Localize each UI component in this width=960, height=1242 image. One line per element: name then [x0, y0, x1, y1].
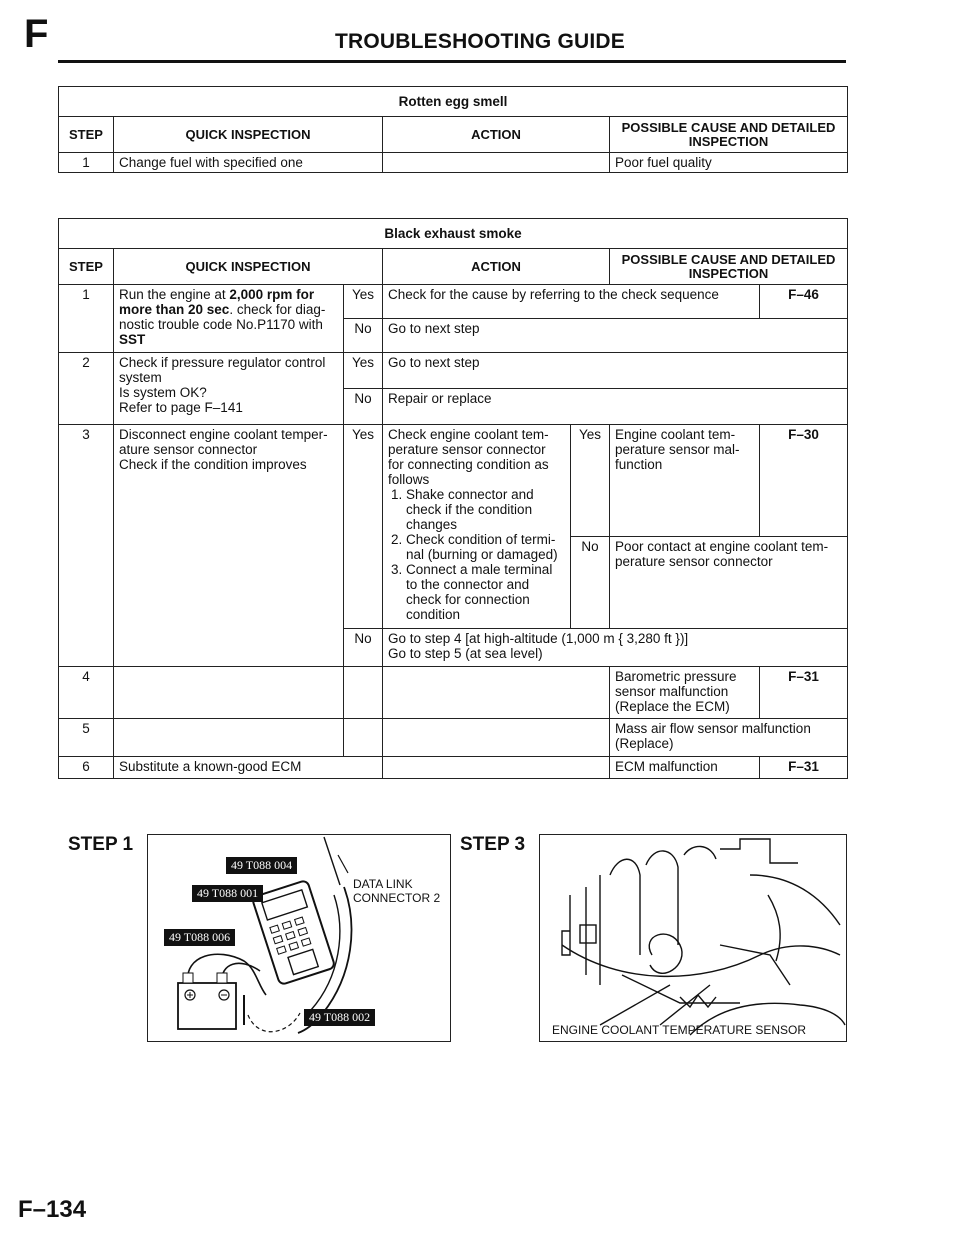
- rotten-egg-table: [58, 86, 848, 173]
- quick-inspection-text: Substitute a known-good ECM: [114, 757, 383, 779]
- figure-label-step-1: STEP 1: [68, 834, 134, 855]
- quick-inspection-line: Check if the condition improves: [119, 457, 307, 472]
- part-tag: 49 T088 001: [192, 885, 263, 902]
- quick-inspection-text: [114, 425, 344, 667]
- page-number: F–134: [18, 1196, 87, 1223]
- cause-text: Engine coolant tem-perature sensor mal-function: [610, 425, 760, 537]
- cause-text: Poor contact at engine coolant tem-perature sensor connector: [610, 537, 848, 629]
- connector-label: DATA LINK CONNECTOR 2: [353, 877, 441, 905]
- table-row: [59, 757, 848, 779]
- step-number: 5: [59, 719, 114, 757]
- table-caption: Black exhaust smoke: [59, 219, 848, 249]
- page-reference: F–46: [760, 285, 848, 319]
- action-text: [383, 719, 610, 757]
- quick-inspection-line: Is system OK?: [119, 385, 207, 400]
- part-tag: 49 T088 006: [164, 929, 235, 946]
- no-label: No: [571, 537, 610, 629]
- column-header-cause: POSSIBLE CAUSE AND DETAILED INSPECTION: [610, 249, 848, 285]
- action-text: Repair or replace: [383, 389, 848, 425]
- table-row: [59, 285, 848, 319]
- action-text: [383, 757, 610, 779]
- step-1-illustration: [147, 834, 451, 1042]
- table-row: [59, 153, 848, 173]
- column-header-action: ACTION: [383, 117, 610, 153]
- column-header-step: STEP: [59, 117, 114, 153]
- action-text: [383, 153, 610, 173]
- action-line: Go to step 5 (at sea level): [388, 646, 543, 661]
- column-header-step: STEP: [59, 249, 114, 285]
- part-tag: 49 T088 002: [304, 1009, 375, 1026]
- quick-inspection-text: [114, 353, 344, 425]
- action-line: Go to step 4 [at high-altitude (1,000 m { 3,280 ft })]: [388, 631, 689, 646]
- yes-label: Yes: [344, 425, 383, 629]
- action-text: Go to next step: [383, 353, 848, 389]
- column-header-quick-inspection: QUICK INSPECTION: [114, 117, 383, 153]
- engine-bay-drawing: [540, 835, 846, 1041]
- quick-inspection-line: Disconnect engine coolant temper-ature sensor connector: [119, 427, 328, 457]
- result-label: [344, 667, 383, 719]
- step-number: 3: [59, 425, 114, 667]
- table-row: [59, 719, 848, 757]
- page-reference: F–30: [760, 425, 848, 537]
- cause-text: Mass air flow sensor malfunction (Replace): [610, 719, 848, 757]
- result-label: [344, 719, 383, 757]
- step-number: 1: [59, 285, 114, 353]
- page-reference: F–31: [760, 757, 848, 779]
- no-label: No: [344, 629, 383, 667]
- step-number: 4: [59, 667, 114, 719]
- list-item: 1. Shake connector and check if the condition changes: [406, 487, 565, 532]
- cause-text: Barometric pressure sensor malfunction (Replace the ECM): [610, 667, 760, 719]
- page-title: TROUBLESHOOTING GUIDE: [334, 30, 626, 53]
- title-rule: [58, 60, 846, 63]
- action-intro: Check engine coolant tem-perature sensor connector for connecting condition as follows: [388, 427, 549, 487]
- action-steps-list: [388, 487, 565, 622]
- action-text: [383, 629, 848, 667]
- no-label: No: [344, 389, 383, 425]
- step-number: 1: [59, 153, 114, 173]
- column-header-action: ACTION: [383, 249, 610, 285]
- action-text: [383, 425, 571, 629]
- quick-inspection-text: Change fuel with specified one: [114, 153, 383, 173]
- step-number: 6: [59, 757, 114, 779]
- step-3-illustration: [539, 834, 847, 1042]
- list-item: 2. Check condition of termi-nal (burning or damaged): [406, 532, 565, 562]
- section-letter: F: [24, 12, 49, 56]
- action-text: Go to next step: [383, 319, 848, 353]
- quick-inspection-line: Refer to page F–141: [119, 400, 243, 415]
- table-caption: Rotten egg smell: [59, 87, 848, 117]
- quick-inspection-text: [114, 719, 344, 757]
- table-row: [59, 425, 848, 537]
- figure-label-step-3: STEP 3: [460, 834, 526, 855]
- quick-inspection-line: Check if pressure regulator control system: [119, 355, 326, 385]
- sensor-caption: ENGINE COOLANT TEMPERATURE SENSOR: [552, 1023, 807, 1037]
- yes-label: Yes: [344, 353, 383, 389]
- column-header-cause: POSSIBLE CAUSE AND DETAILED INSPECTION: [610, 117, 848, 153]
- step-number: 2: [59, 353, 114, 425]
- cause-text: Poor fuel quality: [610, 153, 848, 173]
- yes-label: Yes: [571, 425, 610, 537]
- cause-text: ECM malfunction: [610, 757, 760, 779]
- action-text: [383, 667, 610, 719]
- black-smoke-table: [58, 218, 848, 779]
- table-row: [59, 353, 848, 389]
- table-row: [59, 667, 848, 719]
- list-item: 3. Connect a male terminal to the connector and check for connection condition: [406, 562, 565, 622]
- action-text: Check for the cause by referring to the check sequence: [383, 285, 760, 319]
- column-header-quick-inspection: QUICK INSPECTION: [114, 249, 383, 285]
- page-reference: F–31: [760, 667, 848, 719]
- quick-inspection-text: [114, 667, 344, 719]
- part-tag: 49 T088 004: [226, 857, 297, 874]
- quick-inspection-text: Run the engine at 2,000 rpm for more than 20 sec. check for diag-nostic trouble code No.P1170 with SST: [114, 285, 344, 353]
- no-label: No: [344, 319, 383, 353]
- yes-label: Yes: [344, 285, 383, 319]
